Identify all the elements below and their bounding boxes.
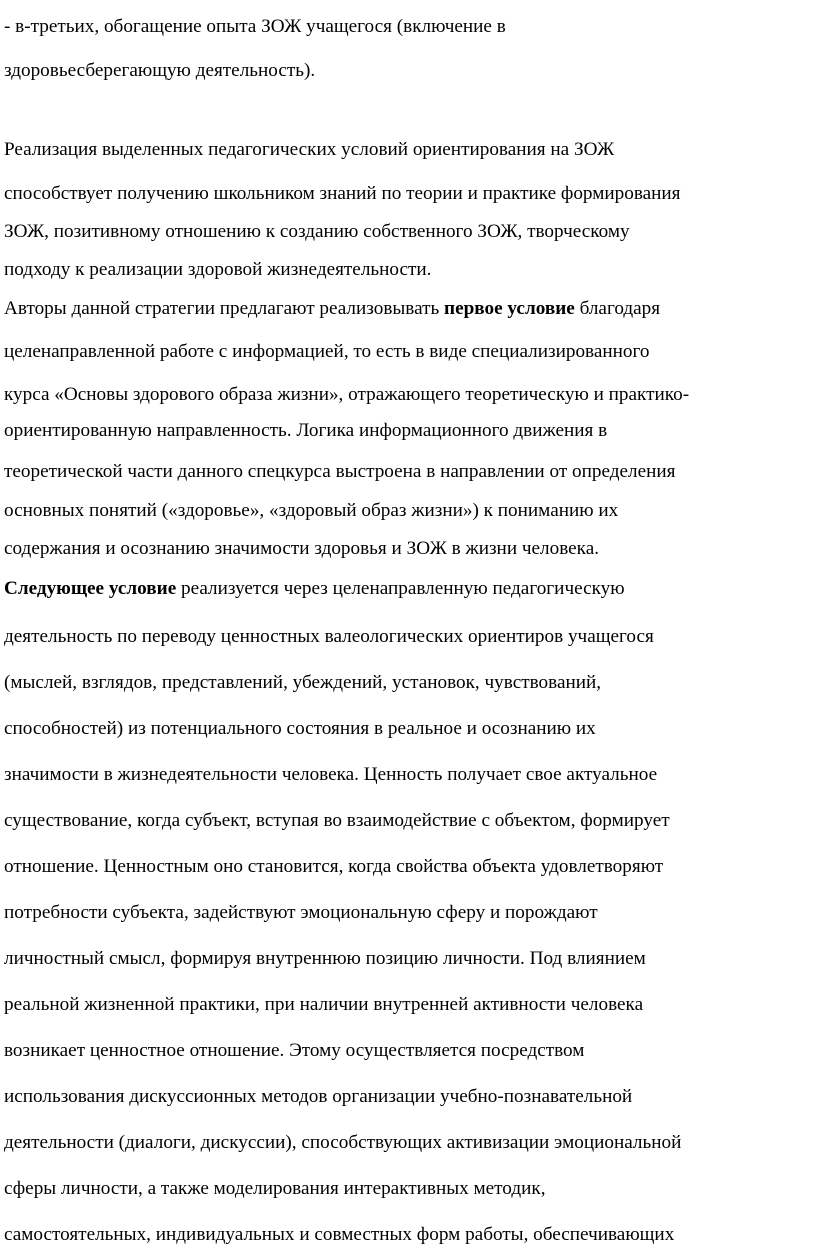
text-line: сферы личности, а также моделирования интерактивных методик, [4,1178,546,1199]
text-line: значимости в жизнедеятельности человека. Ценность получает свое актуальное [4,764,658,785]
text-line: содержания и осознанию значимости здоровья и ЗОЖ в жизни человека. [4,538,600,559]
text-line: основных понятий («здоровье», «здоровый образ жизни») к пониманию их [4,500,619,521]
text-line: деятельность по переводу ценностных валеологических ориентиров учащегося [4,626,654,647]
text-run: реализуется через целенаправленную педагогическую [176,578,625,599]
text-line: деятельности (диалоги, дискуссии), способствующих активизации эмоциональной [4,1132,682,1153]
text-line: существование, когда субъект, вступая во взаимодействие с объектом, формирует [4,810,670,831]
bold-term: Следующее условие [4,578,177,599]
text-line: реальной жизненной практики, при наличии внутренней активности человека [4,994,644,1015]
text-line: возникает ценностное отношение. Этому осуществляется посредством [4,1040,585,1061]
text-line: подходу к реализации здоровой жизнедеятельности. [4,259,432,280]
text-line: - в-третьих, обогащение опыта ЗОЖ учащегося (включение в [4,16,506,37]
text-line: способствует получению школьником знаний по теории и практике формирования [4,183,681,204]
text-run: благодаря [574,298,661,319]
text-line [4,577,625,601]
text-line: ЗОЖ, позитивному отношению к созданию собственного ЗОЖ, творческому [4,221,630,242]
text-line [4,297,660,321]
text-line: использования дискуссионных методов организации учебно-познавательной [4,1086,633,1107]
text-line: способностей) из потенциального состояния в реальное и осознанию их [4,718,596,739]
bold-term: первое условие [444,298,575,319]
text-line: теоретической части данного спецкурса выстроена в направлении от определения [4,461,676,482]
text-line: (мыслей, взглядов, представлений, убеждений, установок, чувствований, [4,672,602,693]
text-line: здоровьесберегающую деятельность). [4,60,316,81]
text-line: Реализация выделенных педагогических условий ориентирования на ЗОЖ [4,139,615,160]
text-line: ориентированную направленность. Логика информационного движения в [4,420,608,441]
text-line: потребности субъекта, задействуют эмоциональную сферу и порождают [4,902,598,923]
text-line: отношение. Ценностным оно становится, когда свойства объекта удовлетворяют [4,856,664,877]
text-line: личностный смысл, формируя внутреннюю позицию личности. Под влиянием [4,948,646,969]
text-line: курса «Основы здорового образа жизни», отражающего теоретическую и практико- [4,384,690,405]
text-run: Авторы данной стратегии предлагают реализовывать [4,298,445,319]
text-line: целенаправленной работе с информацией, то есть в виде специализированного [4,341,650,362]
text-line: самостоятельных, индивидуальных и совместных форм работы, обеспечивающих [4,1224,675,1245]
